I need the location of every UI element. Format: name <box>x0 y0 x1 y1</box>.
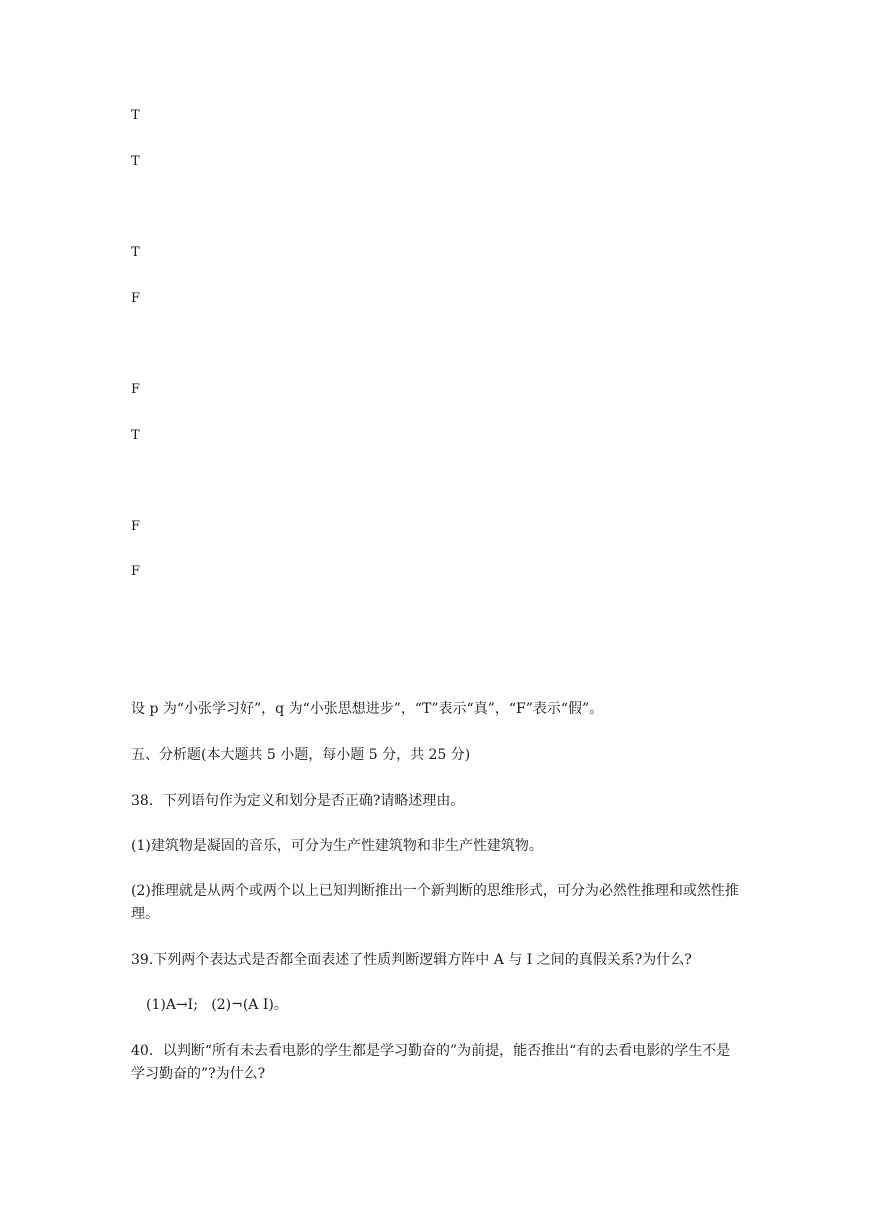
truth-value: F <box>131 382 141 397</box>
question-40-stem: 40．以判断“所有未去看电影的学生都是学习勤奋的”为前提，能否推出“有的去看电影的学生不是学习勤奋的”?为什么? <box>131 1043 731 1082</box>
question-39-expressions: (1)A→I; (2)¬(A I)。 <box>146 997 288 1013</box>
question-38-item-2: (2)推理就是从两个或两个以上已知判断推出一个新判断的思维形式，可分为必然性推理和或然性推理。 <box>131 883 739 922</box>
truth-value: T <box>131 108 140 123</box>
truth-value: T <box>131 428 140 443</box>
question-38-item-1: (1)建筑物是凝固的音乐，可分为生产性建筑物和非生产性建筑物。 <box>131 838 543 854</box>
table-note: 设 p 为“小张学习好”，q 为“小张思想进步”，“T”表示“真”，“F”表示“假”。 <box>131 701 604 717</box>
truth-value: F <box>131 519 141 534</box>
truth-value: T <box>131 245 140 260</box>
truth-value: F <box>131 291 141 306</box>
section-title: 五、分析题(本大题共 5 小题，每小题 5 分，共 25 分) <box>131 747 471 763</box>
question-39-stem: 39.下列两个表达式是否都全面表述了性质判断逻辑方阵中 A 与 I 之间的真假关系?为什么? <box>131 952 692 968</box>
truth-value: F <box>131 564 141 579</box>
truth-value: T <box>131 154 140 169</box>
question-38-stem: 38．下列语句作为定义和划分是否正确?请略述理由。 <box>131 793 465 809</box>
